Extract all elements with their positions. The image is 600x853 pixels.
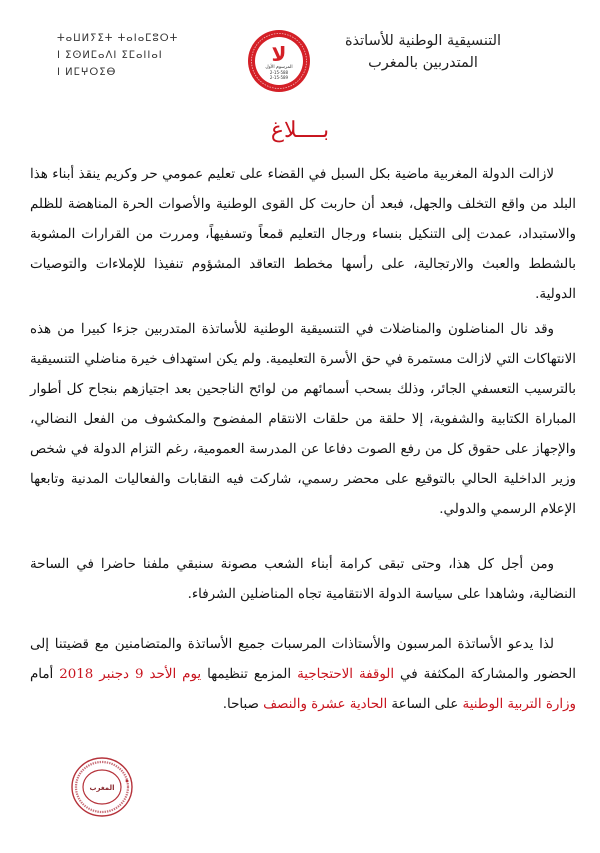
tifinagh-line: ⵏ ⵍⵎⵖⵔⵉⴱ — [57, 67, 117, 78]
paragraph-3 — [30, 550, 576, 610]
paragraph-text: لازالت الدولة المغربية ماضية بكل السبل في القضاء على تعليم عمومي حر وكريم ينقذ أبناء هذا البلد من واقع التخلف والجهل، فبعد أن حاربت كل القوى الوطنية والأصوات الحرة المناهضة للظلم والاستبداد، عمدت إلى التنكيل بنساء ورجال التعليم قمعاً وتسفيهاً، ومررت من القرارات المشوبة بالشطط والعبث والارتجالية، على رأسها مخطط التعاقد المشؤوم تنفيذا للإملاءات والتوصيات الدولية. — [30, 167, 576, 302]
logo-caption: المرسوم الأول — [265, 65, 293, 70]
logo-decree-number: 2-15-589 — [269, 75, 289, 80]
org-title-line: التنسيقية الوطنية للأساتذة — [344, 33, 502, 49]
paragraph-call-to-action — [30, 630, 576, 720]
paragraph-2 — [30, 315, 576, 525]
stamp-text: المغرب — [89, 784, 115, 792]
logo-glyph: لا — [271, 42, 287, 66]
text-segment: على الساعة — [387, 697, 463, 712]
tifinagh-line: ⵜⴰⵡⵍⵢⵉⵜ ⵜⴰⵏⴰⵎⵓⵔⵜ — [57, 33, 179, 44]
organization-title — [308, 30, 538, 74]
tifinagh-line: ⵏ ⵉⵙⵍⵎⴰⴷⵏ ⵉⵎⴰⵏⵏⴰⵏ — [57, 50, 163, 61]
paragraph-text: وقد نال المناضلون والمناضلات في التنسيقية الوطنية للأساتذة المتدربين جزءا كبيرا من هذه الانتهاكات التي لازالت مستمرة في حق الأسرة التعليمية. ولم يكن استهداف خيرة مناضلي التنسيقية بالترسيب التعسفي الجائر، وذلك بسحب أسمائهم من لوائح الناجحين بعد اجتيازهم بنجاح كل أطوار المباراة الكتابية والشفوية، إلا حلقة من حلقات الانتقام المفضوح والمكشوف من الفعل النضالي، والإجهاز على حقوق كل من رفع الصوت دفاعا عن المدرسة العمومية، رغم التزام الدولة في شخص وزير الداخلية الحالي بالتوقيع على محضر رسمي، شاركت فيه النقابات والفعاليات المدنية وتابعها الإعلام الرسمي والدولي. — [30, 322, 576, 517]
paragraph-text: ومن أجل كل هذا، وحتى تبقى كرامة أبناء الشعب مصونة سنبقي ملفنا حاضرا في الساحة النضالية، وشاهدا على سياسة الدولة الانتقامية تجاه المناضلين الشرفاء. — [30, 557, 576, 602]
text-segment: المزمع تنظيمها — [201, 667, 298, 682]
paragraph-1 — [30, 160, 576, 310]
highlight-event: الوقفة الاحتجاجية — [297, 667, 395, 682]
text-segment: أمام — [30, 667, 60, 682]
highlight-location: وزارة التربية الوطنية — [462, 697, 576, 712]
highlight-time: الحادية عشرة والنصف — [263, 697, 388, 712]
announcement-title: بــــلاغ — [270, 118, 330, 143]
highlight-date: يوم الأحد 9 دجنبر 2018 — [59, 667, 202, 682]
protest-logo-icon — [246, 28, 312, 94]
letterhead — [0, 0, 600, 105]
text-segment: لذا يدعو الأساتذة المرسبون والأستاذات المرسبات جميع الأساتذة والمتضامنين مع قضيتنا إلى الحضور والمشاركة المكثفة في — [30, 637, 576, 682]
official-stamp-icon — [70, 755, 134, 819]
text-segment: صباحا. — [222, 697, 264, 712]
logo-decree-number: 2-15-588 — [269, 70, 289, 75]
paragraph-text — [30, 630, 576, 720]
tifinagh-org-name — [57, 30, 217, 81]
org-title-line: المتدربين بالمغرب — [368, 55, 478, 71]
